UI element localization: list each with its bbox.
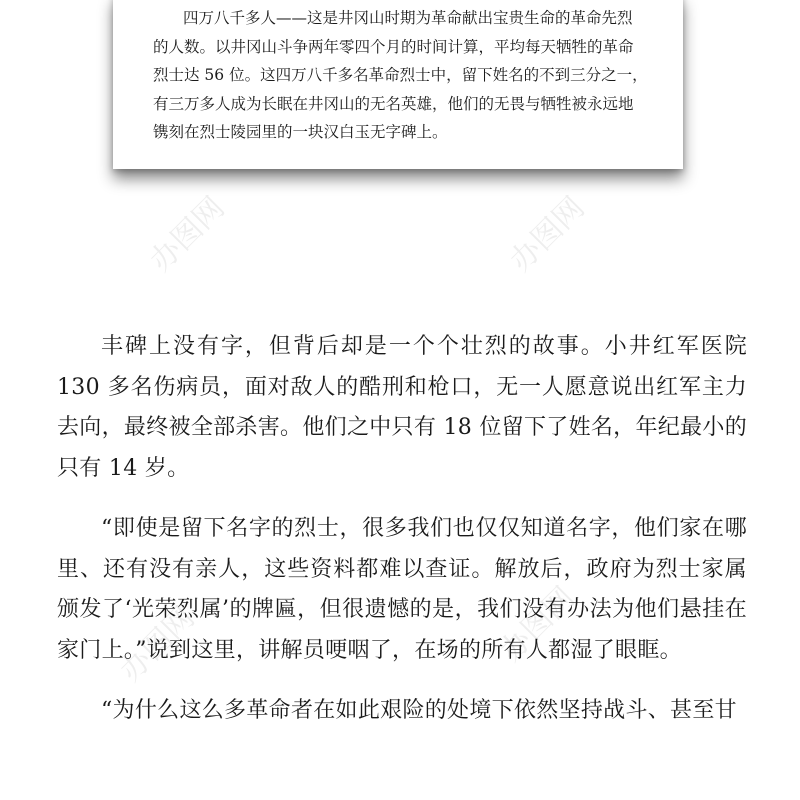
article-paragraph: 丰碑上没有字，但背后却是一个个壮烈的故事。小井红军医院 130 多名伤病员，面对敌人的酷刑和枪口，无一人愿意说出红军主力去向，最终被全部杀害。他们之中只有 18 位留下了姓名，年纪最小的只有 14 岁。: [57, 334, 747, 481]
watermark: 办图网: [143, 190, 232, 279]
quote-line: 镌刻在烈士陵园里的一块汉白玉无字碑上。: [153, 123, 448, 141]
watermark: 办图网: [113, 600, 202, 689]
quote-line: 烈士达 56 位。这四万八千多名革命烈士中，留下姓名的不到三分之一，: [153, 66, 648, 84]
quote-line: 有三万多人成为长眠在井冈山的无名英雄，他们的无畏与牺牲被永远地: [153, 94, 634, 113]
watermark: 办图网: [493, 580, 582, 669]
watermark: 办图网: [503, 190, 592, 279]
quote-card: [113, 0, 683, 169]
article-paragraph: “为什么这么多革命者在如此艰险的处境下依然坚持战斗、甚至甘: [101, 698, 737, 723]
article-paragraph: “即使是留下名字的烈士，很多我们也仅仅知道名字，他们家在哪里、还有没有亲人，这些资料都难以查证。解放后，政府为烈士家属颁发了‘光荣烈属’的牌匾，但很遗憾的是，我们没有办法为他们悬挂在家门上。”说到这里，讲解员哽咽了，在场的所有人都湿了眼眶。: [57, 516, 747, 663]
quote-line: 四万八千多人——这是井冈山时期为革命献出宝贵生命的革命先烈: [183, 9, 633, 27]
article-body: [57, 327, 747, 752]
quote-line: 的人数。以井冈山斗争两年零四个月的时间计算，平均每天牺牲的革命: [153, 37, 634, 56]
